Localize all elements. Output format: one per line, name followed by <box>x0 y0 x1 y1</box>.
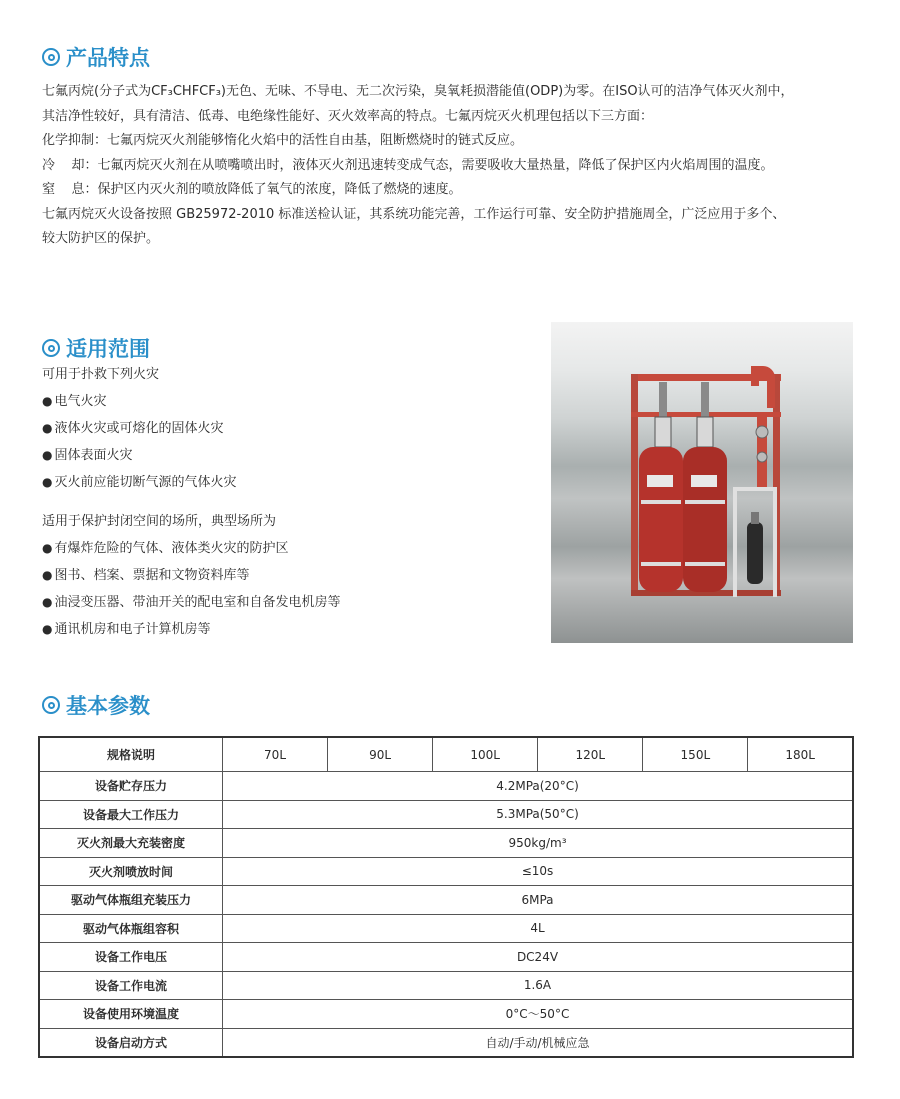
target-circle-icon <box>42 48 60 66</box>
table-row <box>39 800 853 829</box>
table-row <box>39 772 853 801</box>
size-cell: 180L <box>748 737 853 772</box>
row-value: 0°C～50°C <box>223 1000 854 1029</box>
features-line: 化学抑制：七氟丙烷灭火剂能够惰化火焰中的活性自由基，阻断燃烧时的链式反应。 <box>42 133 524 148</box>
list-item: ● 电气火灾 <box>42 388 237 415</box>
row-label: 设备使用环境温度 <box>39 1000 223 1029</box>
list-item: ● 灭火前应能切断气源的气体火灾 <box>42 469 237 496</box>
row-value: 950kg/m³ <box>223 829 854 858</box>
list-item: ● 通讯机房和电子计算机房等 <box>42 616 341 643</box>
table-row <box>39 857 853 886</box>
size-cell: 70L <box>223 737 328 772</box>
row-label: 灭火剂喷放时间 <box>39 857 223 886</box>
row-value: 1.6A <box>223 971 854 1000</box>
row-value: ≤10s <box>223 857 854 886</box>
list-item: ● 图书、档案、票据和文物资料库等 <box>42 562 341 589</box>
list-item: ● 固体表面火灾 <box>42 442 237 469</box>
table-row <box>39 1028 853 1057</box>
scope-intro: 可用于扑救下列火灾 <box>42 367 160 382</box>
features-line: 窒 息：保护区内灭火剂的喷放降低了氧气的浓度，降低了燃烧的速度。 <box>42 182 462 197</box>
features-line: 冷 却：七氟丙烷灭火剂在从喷嘴喷出时，液体灭火剂迅速转变成气态，需要吸收大量热量，降低了保护区内火焰周围的温度。 <box>42 157 774 173</box>
row-label: 驱动气体瓶组充装压力 <box>39 886 223 915</box>
features-line: 较大防护区的保护。 <box>42 231 160 246</box>
row-value: 4.2MPa(20°C) <box>223 772 854 801</box>
section-title-features: 产品特点 <box>42 42 150 72</box>
table-row <box>39 829 853 858</box>
features-line: 七氟丙烷(分子式为CF₃CHFCF₃)无色、无味、不导电、无二次污染，臭氧耗损潜能值(ODP)为零。在ISO认可的洁净气体灭火剂中， <box>42 84 794 99</box>
row-label: 设备最大工作压力 <box>39 800 223 829</box>
size-cell: 90L <box>328 737 433 772</box>
product-photo <box>551 322 853 643</box>
row-value: 4L <box>223 914 854 943</box>
target-circle-icon <box>42 696 60 714</box>
row-value: 6MPa <box>223 886 854 915</box>
row-value: 5.3MPa(50°C) <box>223 800 854 829</box>
features-line: 其洁净性较好，具有清洁、低毒、电绝缘性能好、灭火效率高的特点。七氟丙烷灭火机理包括以下三方面： <box>42 108 654 124</box>
target-circle-icon <box>42 339 60 357</box>
row-value: DC24V <box>223 943 854 972</box>
scope-list-1 <box>42 362 237 496</box>
table-row <box>39 1000 853 1029</box>
row-label: 设备启动方式 <box>39 1028 223 1057</box>
gas-cylinder-system-illustration <box>551 322 853 643</box>
row-label: 驱动气体瓶组容积 <box>39 914 223 943</box>
table-row <box>39 914 853 943</box>
spec-table <box>38 736 854 1058</box>
row-value: 自动/手动/机械应急 <box>223 1028 854 1057</box>
row-label: 设备工作电压 <box>39 943 223 972</box>
row-label: 灭火剂最大充装密度 <box>39 829 223 858</box>
list-item: ● 液体火灾或可熔化的固体火灾 <box>42 415 237 442</box>
section-title-params: 基本参数 <box>42 690 150 720</box>
features-text <box>42 80 862 252</box>
features-line: 七氟丙烷灭火设备按照 GB25972-2010 标准送检认证，其系统功能完善，工作运行可靠、安全防护措施周全，广泛应用于多个、 <box>42 206 786 222</box>
row-label: 设备贮存压力 <box>39 772 223 801</box>
size-cell: 120L <box>538 737 643 772</box>
section-title-scope: 适用范围 <box>42 333 150 363</box>
size-cell: 100L <box>433 737 538 772</box>
table-row <box>39 971 853 1000</box>
scope-list-2 <box>42 509 341 643</box>
table-row <box>39 886 853 915</box>
list-item: ● 有爆炸危险的气体、液体类火灾的防护区 <box>42 535 341 562</box>
row-label: 设备工作电流 <box>39 971 223 1000</box>
size-cell: 150L <box>643 737 748 772</box>
header-label: 规格说明 <box>39 737 223 772</box>
scope-intro: 适用于保护封闭空间的场所，典型场所为 <box>42 514 277 529</box>
list-item: ● 油浸变压器、带油开关的配电室和自备发电机房等 <box>42 589 341 616</box>
table-row <box>39 943 853 972</box>
table-header-row <box>39 737 853 772</box>
